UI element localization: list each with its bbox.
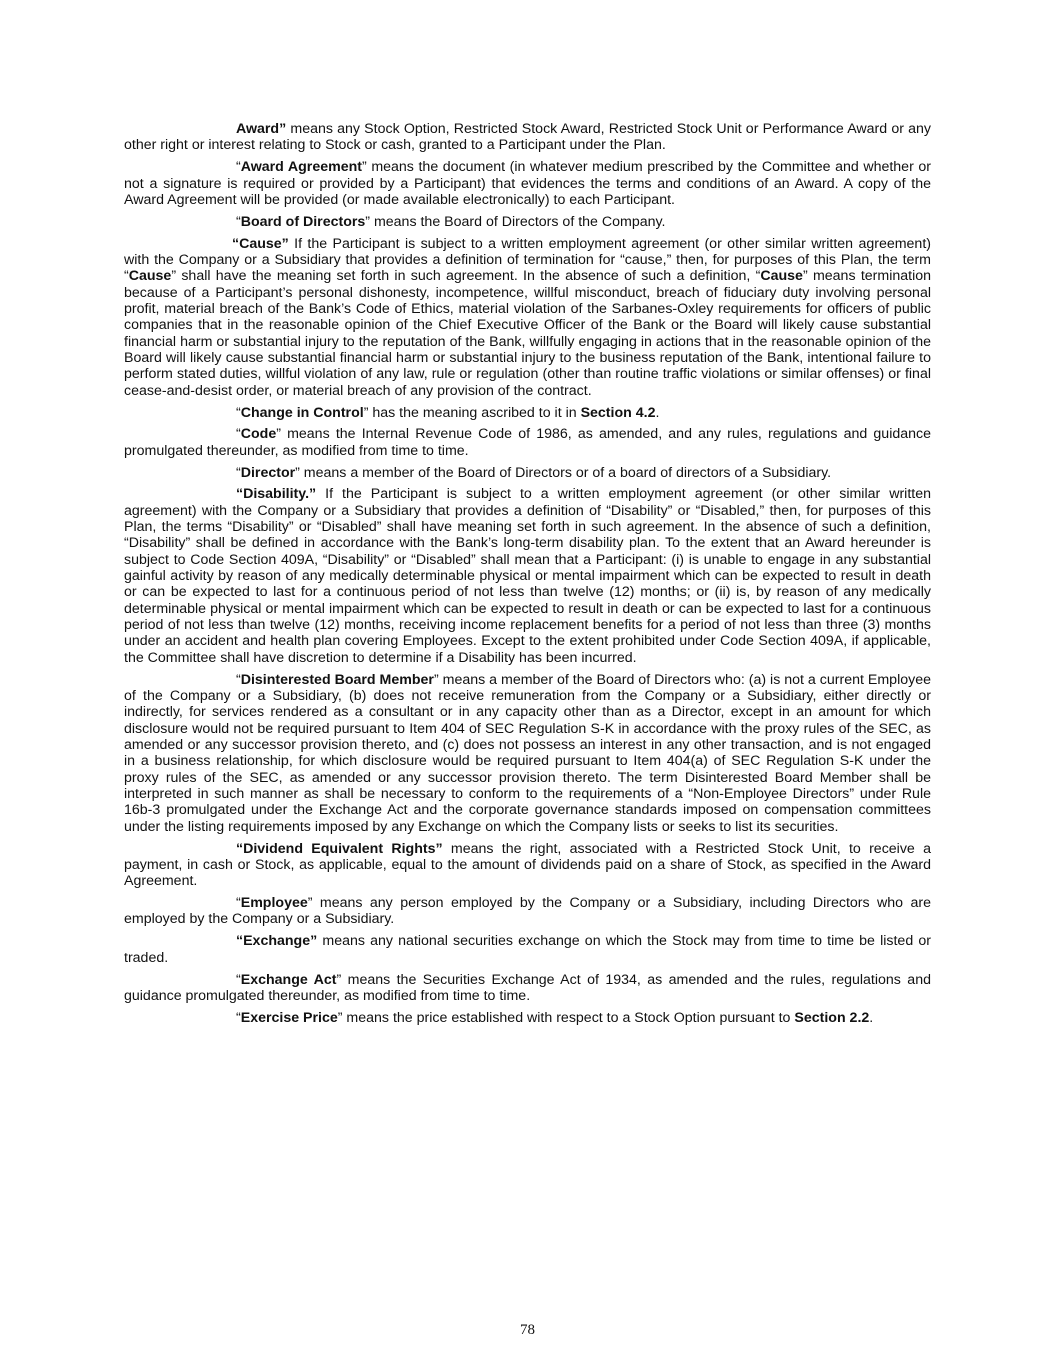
definition-code-text: ” means the Internal Revenue Code of 1986, as amended, and any rules, regulations and guidance promulgated thereunder, as modified from time to time. [124, 426, 931, 459]
page-number: 78 [520, 1322, 535, 1338]
section-reference: Section 4.2 [580, 404, 656, 421]
definition-director-text: ” means a member of the Board of Directors or of a board of directors of a Subsidiary. [295, 464, 832, 481]
definition-exchange-text: means any national securities exchange on which the Stock may from time to time be listed or traded. [124, 933, 931, 966]
open-quote: “ [236, 671, 241, 688]
definition-exchange [124, 933, 931, 966]
term-cause: “Cause” [232, 235, 289, 252]
open-quote: “ [236, 213, 241, 230]
definition-dividend-equivalent-rights [124, 841, 931, 890]
term-award-agreement: Award Agreement [240, 159, 363, 176]
definition-award-text: means any Stock Option, Restricted Stock Award, Restricted Stock Unit or Performance Award or any other right or interest relating to Stock or cash, granted to a Participant under the Plan. [124, 121, 931, 154]
definition-cause-text-1: If the Participant is subject to a written employment agreement (or other similar written agreement) with the Company or a Subsidiary that provides a definition of termination for “cause,” then, for purposes of this Plan, the term “ [124, 235, 931, 285]
definition-board-of-directors [124, 214, 931, 230]
term-disinterested-board-member: Disinterested Board Member [240, 671, 434, 688]
definition-award-agreement [124, 159, 931, 208]
definition-change-in-control-text: ” has the meaning ascribed to it in [363, 404, 581, 421]
definition-code [124, 426, 931, 459]
definition-cause-text-2: ” shall have the meaning set forth in such agreement. In the absence of such a definition, “ [171, 268, 761, 285]
open-quote: “ [236, 404, 241, 421]
term-director: Director [240, 464, 296, 481]
term-exercise-price: Exercise Price [240, 1009, 338, 1026]
definition-exercise-price-text: ” means the price established with respect to a Stock Option pursuant to [337, 1009, 795, 1026]
definition-director [124, 465, 931, 481]
open-quote: “ [236, 895, 241, 912]
definition-change-in-control [124, 405, 931, 421]
open-quote: “ [236, 426, 241, 443]
definition-board-of-directors-text: ” means the Board of Directors of the Company. [365, 213, 666, 230]
definition-disinterested-board-member-text: ” means a member of the Board of Directors who: (a) is not a current Employee of the Company or a Subsidiary, (b) does not receive remuneration from the Company or a Subsidiary, either directly or indirectly, for services rendered as a consultant or in any capacity other than as a Director, except in an amount for which disclosure would not be required pursuant to Item 404 of SEC Regulation S-K in accordance with the proxy rules of the SEC, as amended or any successor provision thereto, and (c) does not possess an interest in any other transaction, and is not engaged in a business relationship, for which disclosure would be required pursuant to Item 404(a) of SEC Regulation S-K under the proxy rules of the SEC, as amended or any successor provision thereto. The term Disinterested Board Member shall be interpreted in such manner as shall be necessary to conform to the requirements of a “Non-Employee Directors” under Rule 16b-3 promulgated under the Exchange Act and the corporate governance standards imposed on compensation committees under the listing requirements imposed by any Exchange on which the Company lists or seeks to list its securities. [124, 671, 931, 835]
term-cause-inline-2: Cause [760, 268, 803, 285]
definition-disability-text: If the Participant is subject to a written employment agreement (or other similar written agreement) with the Company or a Subsidiary that provides a definition of “Disability” or “Disabled,” then, for purposes of this Plan, the terms “Disability” or “Disabled” shall have meaning set forth in such agreement. In the absence of such a definition, “Disability” shall be defined in accordance with the Bank’s long-term disability plan. To the extent that an Award hereunder is subject to Code Section 409A, “Disability” or “Disabled” shall mean that a Participant: (i) is unable to engage in any substantial gainful activity by reason of any medically determinable physical or mental impairment which can be expected to result in death or can be expected to last for a continuous period of not less than twelve (12) months; or (ii) is, by reason of any medically determinable physical or mental impairment which can be expected to result in death or can be expected to last for a continuous period of not less than twelve (12) months, receiving income replacement benefits for a period of not less than three (3) months under an accident and health plan covering Employees. Except to the extent prohibited under Code Section 409A, if applicable, the Committee shall have discretion to determine if a Disability has been incurred. [124, 486, 931, 666]
definition-exchange-act-text: ” means the Securities Exchange Act of 1934, as amended and the rules, regulations and guidance promulgated thereunder, as modified from time to time. [124, 971, 931, 1004]
term-change-in-control: Change in Control [240, 404, 364, 421]
term-dividend-equivalent-rights: “Dividend Equivalent Rights” [236, 840, 443, 857]
term-award: Award” [236, 121, 287, 137]
definition-disinterested-board-member [124, 672, 931, 835]
term-exchange: “Exchange” [236, 933, 318, 950]
definition-dividend-equivalent-rights-text: means the right, associated with a Restricted Stock Unit, to receive a payment, in cash or Stock, as applicable, equal to the amount of dividends paid on a share of Stock, as specified in the Award Agreement. [124, 840, 932, 890]
term-cause-inline-1: Cause [128, 268, 172, 285]
term-code: Code [240, 426, 277, 443]
term-board-of-directors: Board of Directors [240, 213, 366, 230]
open-quote: “ [236, 971, 241, 988]
open-quote: “ [236, 1009, 241, 1026]
document-page [124, 121, 931, 1032]
term-exchange-act: Exchange Act [240, 971, 337, 988]
definition-employee-text: ” means any person employed by the Company or a Subsidiary, including Directors who are employed by the Company or a Subsidiary. [124, 895, 931, 928]
open-quote: “ [236, 159, 241, 176]
definition-cause [124, 236, 931, 399]
definition-award [124, 121, 931, 154]
definition-exercise-price [124, 1010, 931, 1026]
open-quote: “ [236, 464, 241, 481]
definition-employee [124, 895, 931, 928]
period: . [869, 1009, 874, 1026]
period: . [655, 404, 660, 421]
definition-award-agreement-text: ” means the document (in whatever medium prescribed by the Committee and whether or not a signature is required or provided by a Participant) that evidences the terms and conditions of an Award. A copy of the Award Agreement will be provided (or made available electronically) to each Participant. [124, 159, 931, 208]
term-employee: Employee [240, 895, 308, 912]
term-disability: “Disability.” [236, 486, 317, 503]
definition-cause-text-3: ” means termination because of a Participant’s personal dishonesty, incompetence, willful misconduct, breach of fiduciary duty involving personal profit, material breach of the Bank’s Code of Ethics, material violation of the Sarbanes-Oxley requirements for officers of public companies that in the reasonable opinion of the Chief Executive Officer of the Bank or the Board will likely cause substantial financial harm or substantial injury to the reputation of the Bank, willfully engaging in actions that in the reasonable opinion of the Board will likely cause substantial financial harm or substantial injury to the business reputation of the Bank, intentional failure to perform stated duties, willful violation of any law, rule or regulation (other than routine traffic violations or similar offenses) or final cease-and-desist order, or material breach of any provision of the contract. [124, 268, 932, 399]
definition-exchange-act [124, 972, 931, 1005]
definition-disability [124, 486, 931, 666]
section-reference: Section 2.2 [794, 1009, 870, 1026]
